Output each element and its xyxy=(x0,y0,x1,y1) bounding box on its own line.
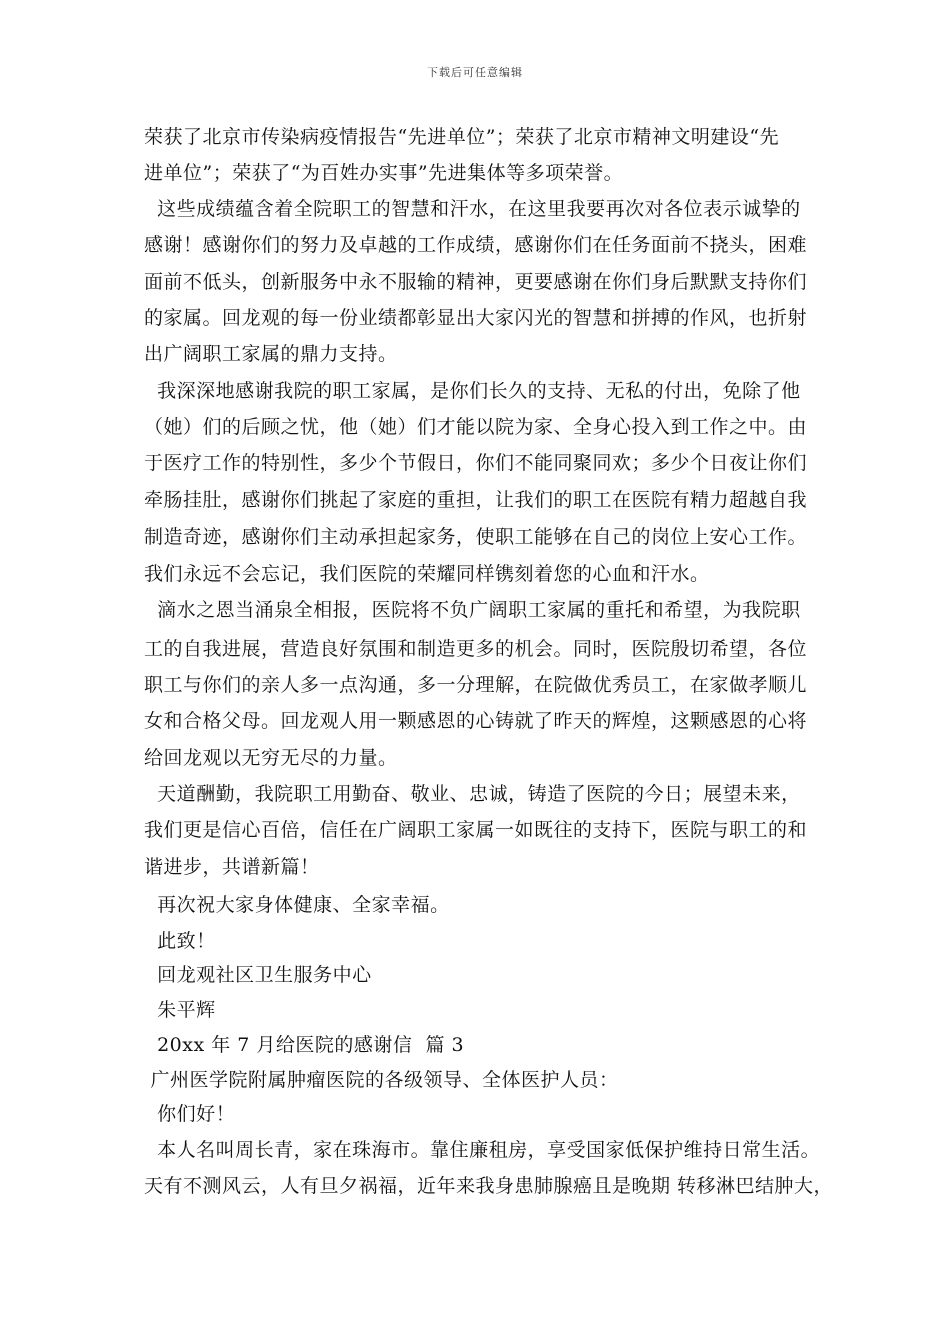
text-line: 本人名叫周长青，家在珠海市。靠住廉租房，享受国家低保护维持日常生活。 xyxy=(144,1139,821,1161)
text-line: 天有不测风云，人有旦夕祸福，近年来我身患肺腺癌且是晚期 转移淋巴结肿大， xyxy=(144,1175,834,1197)
text-line: 谐进步，共谱新篇！ xyxy=(144,856,320,878)
text-line: 我深深地感谢我院的职工家属，是你们长久的支持、无私的付出，免除了他 xyxy=(144,380,801,402)
text-line: 此致！ xyxy=(144,930,216,952)
text-line: 出广阔职工家属的鼎力支持。 xyxy=(144,343,398,365)
text-line: 我们更是信心百倍，信任在广阔职工家属一如既往的支持下，医院与职工的和 xyxy=(144,819,808,841)
text-line: 我们永远不会忘记，我们医院的荣耀同样镌刻着您的心血和汗水。 xyxy=(144,563,710,585)
text-line: 感谢！感谢你们的努力及卓越的工作成绩，感谢你们在任务面前不挠头，困难 xyxy=(144,234,808,256)
text-line: 天道酬勤，我院职工用勤奋、敬业、忠诚，铸造了医院的今日；展望未来， xyxy=(144,783,801,805)
text-line: 再次祝大家身体健康、全家幸福。 xyxy=(144,894,450,916)
text-line: 制造奇迹，感谢你们主动承担起家务，使职工能够在自己的岗位上安心工作。 xyxy=(144,526,808,548)
text-line: 面前不低头，创新服务中永不服输的精神，更要感谢在你们身后默默支持你们 xyxy=(144,271,808,293)
text-line: 朱平辉 xyxy=(144,999,216,1021)
text-line: 你们好！ xyxy=(144,1103,236,1125)
text-line: 这些成绩蕴含着全院职工的智慧和汗水，在这里我要再次对各位表示诚挚的 xyxy=(144,198,801,220)
text-line: 广州医学院附属肿瘤医院的各级领导、全体医护人员： xyxy=(144,1069,619,1091)
text-line: 进单位”；荣获了“为百姓办实事”先进集体等多项荣誉。 xyxy=(144,162,624,184)
text-line: 女和合格父母。回龙观人用一颗感恩的心铸就了昨天的辉煌，这颗感恩的心将 xyxy=(144,710,808,732)
text-line: 给回龙观以无穷无尽的力量。 xyxy=(144,747,398,769)
text-line: 于医疗工作的特别性，多少个节假日，你们不能同聚同欢；多少个日夜让你们 xyxy=(144,452,808,474)
text-line: 回龙观社区卫生服务中心 xyxy=(144,964,372,986)
text-line: 荣获了北京市传染病疫情报告“先进单位”；荣获了北京市精神文明建设“先 xyxy=(144,126,780,148)
text-line: 工的自我进展，营造良好氛围和制造更多的机会。同时，医院殷切希望，各位 xyxy=(144,638,808,660)
text-line: 滴水之恩当涌泉全相报，医院将不负广阔职工家属的重托和希望，为我院职 xyxy=(144,599,801,621)
text-line: 职工与你们的亲人多一点沟通，多一分理解，在院做优秀员工，在家做孝顺儿 xyxy=(144,674,808,696)
text-line: 20xx 年 7 月给医院的感谢信 篇 3 xyxy=(144,1034,465,1056)
text-line: （她）们的后顾之忧，他（她）们才能以院为家、全身心投入到工作之中。由 xyxy=(144,416,808,438)
page-header: 下载后可任意编辑 xyxy=(427,66,523,79)
text-line: 牵肠挂肚，感谢你们挑起了家庭的重担，让我们的职工在医院有精力超越自我 xyxy=(144,489,808,511)
text-line: 的家属。回龙观的每一份业绩都彰显出大家闪光的智慧和拼搏的作风，也折射 xyxy=(144,307,808,329)
